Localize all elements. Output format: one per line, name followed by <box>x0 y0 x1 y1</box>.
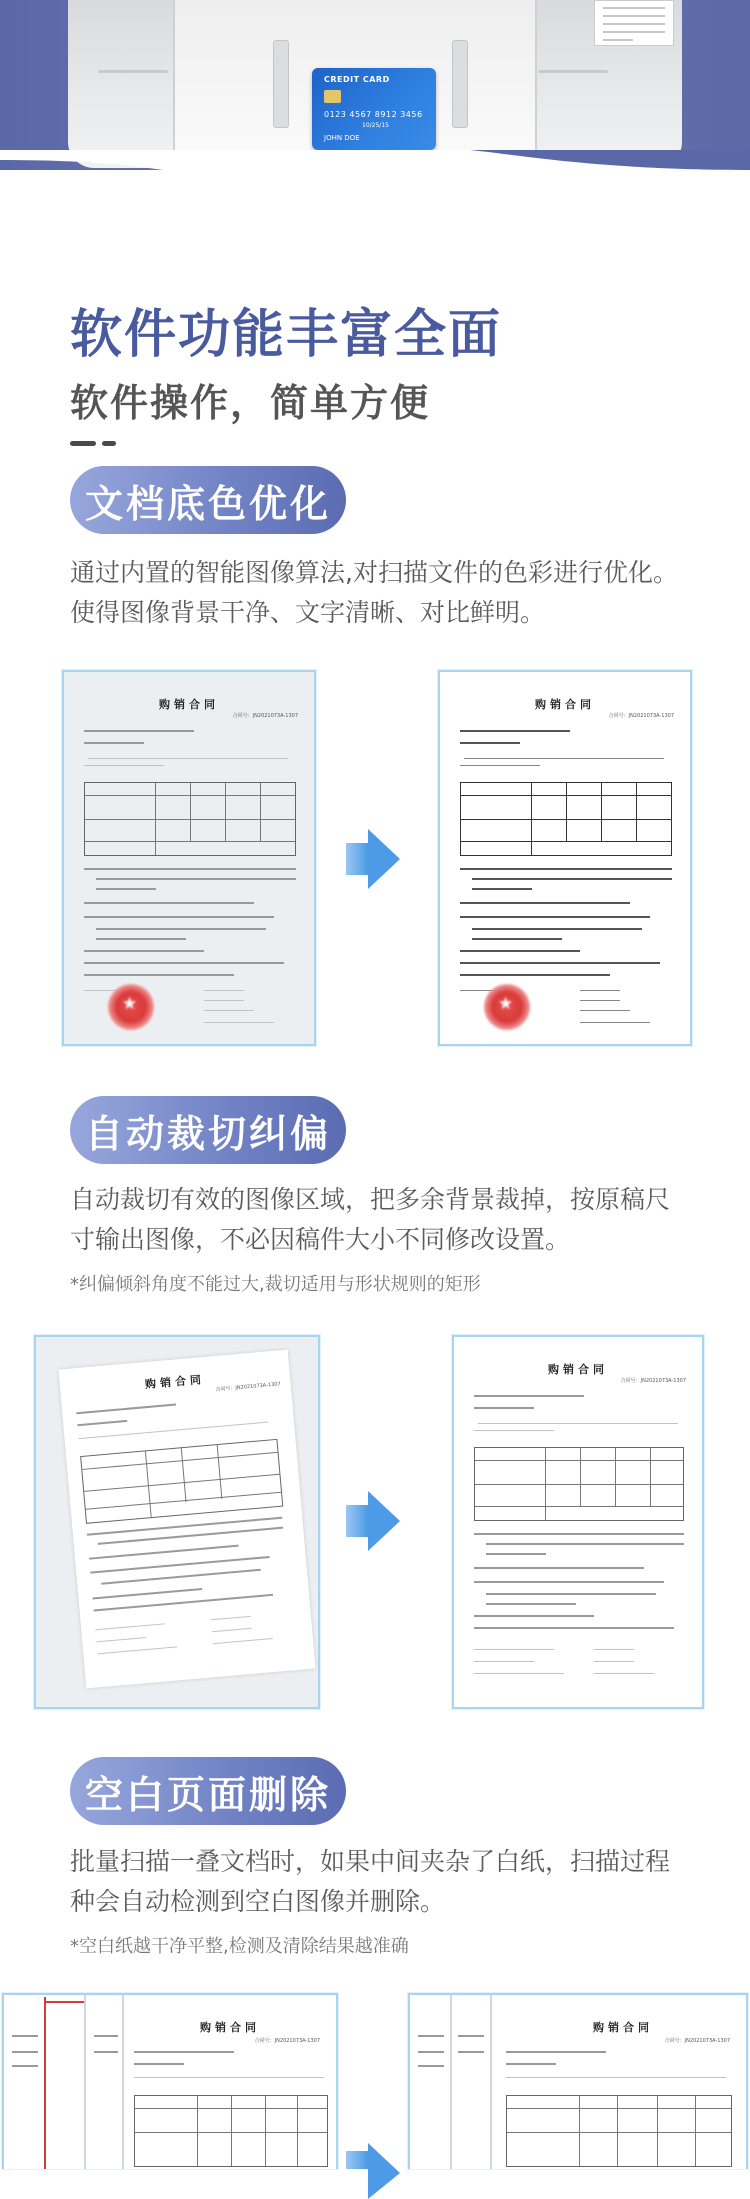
title-dash <box>102 441 116 446</box>
document-title: 购销合同 <box>200 2021 260 2034</box>
chip-icon <box>324 90 341 103</box>
feature-label-blank-page-removal: 空白页面删除 <box>70 1757 346 1825</box>
document-title: 购销合同 <box>548 1363 608 1376</box>
document-title: 购销合同 <box>159 698 219 711</box>
title-dash <box>70 441 96 446</box>
document-number: 合同号：JN2021073A-1307 <box>608 713 674 719</box>
page-subtitle: 软件操作，简单方便 <box>70 381 431 425</box>
feature-description: 种会自动检测到空白图像并删除。 <box>70 1887 446 1916</box>
card-date: 10/25/15 <box>362 122 389 129</box>
wave-divider <box>0 150 750 205</box>
card-number: 0123 4567 8912 3456 <box>324 110 423 119</box>
arrow-tail <box>346 2151 368 2169</box>
document-number: 合同号：JN2021073A-1307 <box>215 1381 281 1394</box>
document-cropped <box>452 1335 704 1709</box>
paper-sheet <box>594 0 674 46</box>
page-title: 软件功能丰富全面 <box>70 305 503 365</box>
blank-page-marker <box>44 1997 46 2169</box>
card-holder: JOHN DOE <box>324 134 360 142</box>
document-number: 合同号：JN2021073A-1307 <box>664 2038 730 2044</box>
document-stack-before <box>2 1993 338 2169</box>
document-number: 合同号：JN2021073A-1307 <box>254 2038 320 2044</box>
feature-note: *空白纸越干净平整,检测及清除结果越准确 <box>70 1936 409 1957</box>
card-title: CREDIT CARD <box>324 75 390 84</box>
right-arrow-icon <box>368 2143 400 2199</box>
document-title: 购销合同 <box>144 1372 206 1392</box>
right-arrow-icon <box>368 829 400 889</box>
arrow-tail <box>346 1505 368 1537</box>
red-seal-icon <box>484 984 530 1030</box>
document-skewed <box>34 1335 320 1709</box>
document-number: 合同号：JN2021073A-1307 <box>232 713 298 719</box>
document-number: 合同号：JN2021073A-1307 <box>620 1378 686 1384</box>
scanner-slot <box>538 70 608 73</box>
paper-guide <box>273 40 289 128</box>
feature-description: 自动裁切有效的图像区域，把多余背景裁掉，按原稿尺 <box>70 1185 671 1214</box>
paper-guide <box>452 40 468 128</box>
document-title: 购销合同 <box>535 698 595 711</box>
feature-note: *纠偏倾斜角度不能过大,裁切适用与形状规则的矩形 <box>70 1274 481 1295</box>
feature-label-auto-crop-deskew: 自动裁切纠偏 <box>70 1096 346 1164</box>
document-after <box>438 670 692 1046</box>
hero-banner <box>0 0 750 205</box>
right-arrow-icon <box>368 1491 400 1551</box>
document-stack-after <box>408 1993 748 2169</box>
feature-description: 寸输出图像，不必因稿件大小不同修改设置。 <box>70 1225 571 1254</box>
feature-description: 通过内置的智能图像算法,对扫描文件的色彩进行优化。 <box>70 558 678 587</box>
document-title: 购销合同 <box>593 2021 653 2034</box>
document-before <box>62 670 316 1046</box>
feature-label-background-optimization: 文档底色优化 <box>70 466 346 534</box>
feature-description: 批量扫描一叠文档时，如果中间夹杂了白纸，扫描过程 <box>70 1847 671 1876</box>
red-seal-icon <box>108 984 154 1030</box>
credit-card <box>312 68 436 150</box>
feature-description: 使得图像背景干净、文字清晰、对比鲜明。 <box>70 598 546 627</box>
arrow-tail <box>346 843 368 875</box>
skewed-sheet <box>58 1350 315 1689</box>
scanner-slot <box>98 70 168 73</box>
scanner-image <box>68 0 682 168</box>
